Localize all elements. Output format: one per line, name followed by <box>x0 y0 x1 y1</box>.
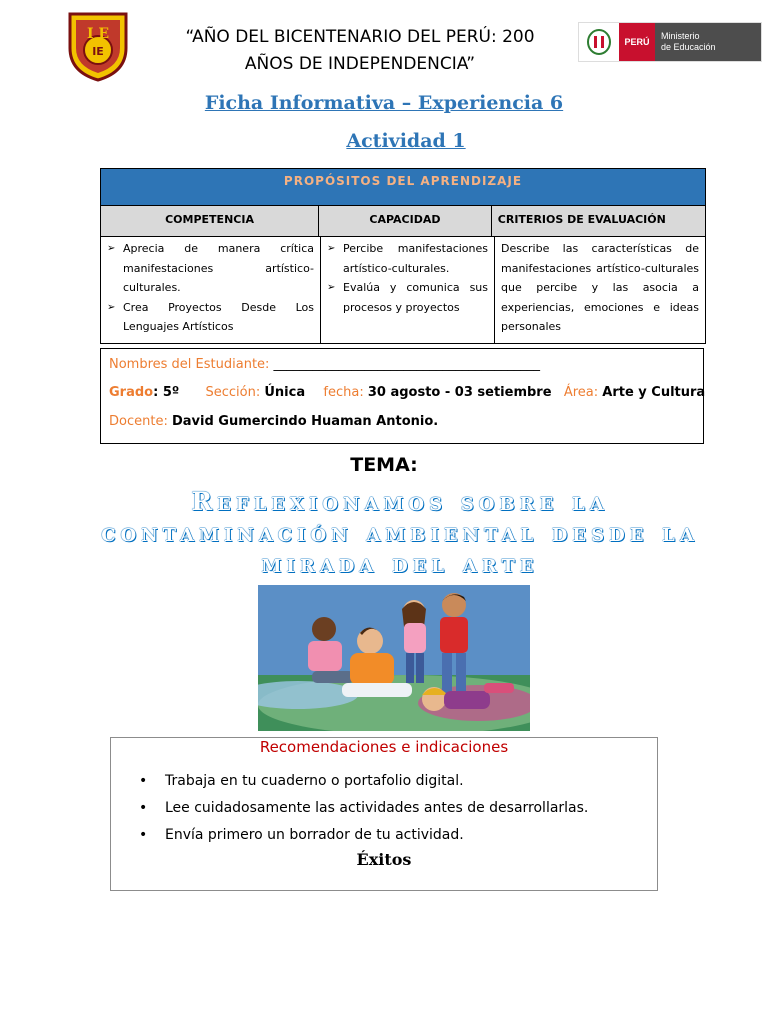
tema-label: TEMA: <box>350 454 418 476</box>
actividad-title: Actividad 1 <box>346 130 466 152</box>
recommendations-list <box>139 768 588 849</box>
header-title-line1: “AÑO DEL BICENTENARIO DEL PERÚ: 200 <box>185 27 535 47</box>
competencia-item: Crea Proyectos Desde Los Lenguajes Artísticos <box>123 300 314 333</box>
purposes-column-headers <box>101 206 705 237</box>
seccion-label: Sección: <box>205 385 261 400</box>
column-competencia: COMPETENCIA <box>101 206 319 236</box>
grado-label: Grado <box>109 385 154 400</box>
student-name-field[interactable]: _________________________________________ <box>269 357 541 372</box>
grado-value: : 5º <box>153 385 180 400</box>
svg-text:I E: I E <box>86 26 110 42</box>
list-item <box>327 239 488 278</box>
student-info-box <box>100 348 704 444</box>
student-name-label: Nombres del Estudiante: <box>109 357 270 372</box>
seccion-value: Única <box>264 385 306 400</box>
ministry-country: PERÚ <box>619 23 655 61</box>
tema-title: Reflexionamos sobre la contaminación ambiental desde la mirada del arte <box>101 487 699 578</box>
docente-label: Docente: <box>109 414 168 429</box>
header-title <box>160 24 560 78</box>
grade-row <box>109 385 705 400</box>
school-logo <box>64 8 132 82</box>
capacidad-cell <box>321 237 495 343</box>
purposes-table <box>100 168 706 344</box>
list-item <box>107 298 314 337</box>
fecha-label: fecha: <box>323 385 364 400</box>
peru-shield-icon <box>579 23 619 61</box>
students-illustration <box>258 585 530 731</box>
competencia-cell <box>101 237 321 343</box>
list-item: • Lee cuidadosamente las actividades antes de desarrollarlas. <box>139 795 588 822</box>
recommendations-box <box>110 737 658 891</box>
ministry-logo <box>578 22 762 62</box>
svg-text:IE: IE <box>92 45 104 58</box>
criterios-cell: Describe las características de manifestaciones artístico-culturales que percibe y las asocia a experiencias, emociones e ideas personales <box>501 242 699 333</box>
arrow-bullet-icon: ➢ <box>107 301 116 313</box>
docente-row <box>109 414 438 429</box>
student-name-row <box>109 357 540 372</box>
area-value: Arte y Cultura <box>602 385 706 400</box>
arrow-bullet-icon: ➢ <box>327 282 336 293</box>
header-title-line2: AÑOS DE INDEPENDENCIA” <box>244 54 476 74</box>
list-item <box>327 278 488 317</box>
list-item: • Envía primero un borrador de tu actividad. <box>139 822 588 849</box>
competencia-item: Aprecia de manera crítica manifestaciones artístico-culturales. <box>123 242 314 294</box>
recommendations-title: Recomendaciones e indicaciones <box>259 738 509 756</box>
purposes-body <box>101 237 705 343</box>
fecha-value: 30 agosto - 03 setiembre <box>367 385 552 400</box>
list-item: • Trabaja en tu cuaderno o portafolio digital. <box>139 768 588 795</box>
capacidad-item: Evalúa y comunica sus procesos y proyectos <box>343 281 488 314</box>
closing-message: Éxitos <box>356 850 412 869</box>
column-capacidad: CAPACIDAD <box>319 206 492 236</box>
ficha-title: Ficha Informativa – Experiencia 6 <box>204 92 564 114</box>
purposes-heading: PROPÓSITOS DEL APRENDIZAJE <box>101 169 705 206</box>
ministry-name-line2: de Educación <box>661 42 716 52</box>
capacidad-item: Percibe manifestaciones artístico-culturales. <box>343 242 488 275</box>
docente-value: David Gumercindo Huaman Antonio. <box>171 414 439 429</box>
ministry-name <box>655 23 761 61</box>
column-criterios: CRITERIOS DE EVALUACIÓN <box>497 213 666 226</box>
area-label: Área: <box>563 385 599 400</box>
ministry-name-line1: Ministerio <box>661 31 700 41</box>
arrow-bullet-icon: ➢ <box>327 243 336 254</box>
list-item <box>107 239 314 298</box>
arrow-bullet-icon: ➢ <box>107 243 116 254</box>
